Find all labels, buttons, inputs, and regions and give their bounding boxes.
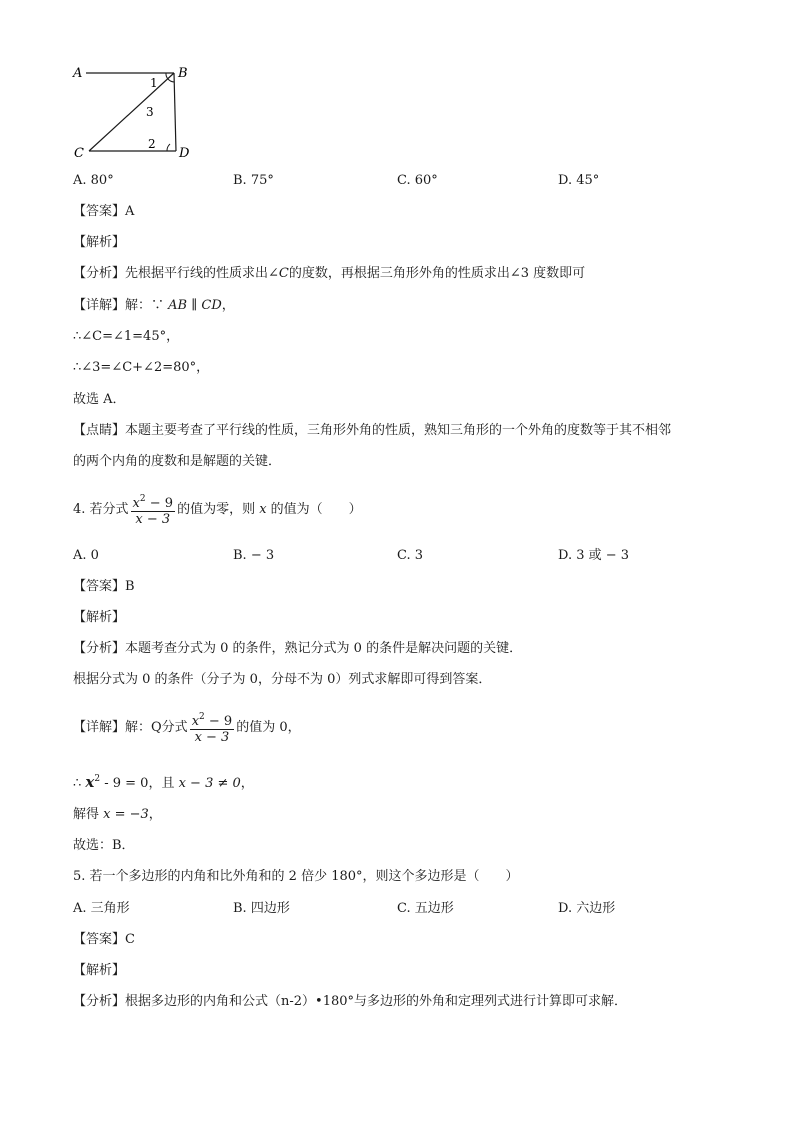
fenxi-var: C	[278, 266, 289, 281]
q3-dianjing	[73, 422, 671, 440]
frac-den: x − 3	[135, 512, 171, 527]
point-label-a: A	[73, 66, 83, 81]
xiangjie-tag: 【详解】	[73, 720, 126, 735]
segment-bc	[89, 73, 174, 151]
answer-tag: 【答案】	[73, 204, 126, 219]
solve-result: x = −3	[103, 807, 149, 822]
q3-step-1: ∴∠C=∠1=45°，	[73, 329, 180, 344]
xiangjie-formula: AB ∥ CD	[168, 298, 222, 313]
q4-stem-text-3: 的值为（ ）	[266, 502, 362, 517]
fenxi-text: 本题考查分式为 0 的条件，熟记分式为 0 的条件是解决问题的关键．	[125, 641, 523, 656]
q3-option-d: D. 45°	[558, 173, 600, 188]
fenxi-tag: 【分析】	[73, 994, 126, 1009]
angle-arc-2	[167, 144, 170, 151]
therefore-symbol: ∴	[73, 776, 86, 791]
point-label-d: D	[179, 146, 190, 161]
q4-option-a: A. 0	[73, 548, 99, 563]
analysis-tag: 【解析】	[73, 610, 126, 625]
q5-option-a: A. 三角形	[73, 901, 130, 916]
q3-fenxi	[73, 265, 585, 283]
angle-arc-1	[166, 73, 168, 79]
angle-label-1: 1	[150, 76, 158, 90]
solve-punct: ，	[148, 807, 162, 822]
step-ineq: x − 3 ≠ 0	[178, 776, 241, 791]
frac-num-base: x	[191, 714, 200, 729]
step-var: x	[85, 773, 95, 791]
step-eq: - 9 = 0	[100, 776, 149, 791]
q4-stem-text-2: 的值为零，则	[177, 502, 260, 517]
xiangjie-punct: ，	[221, 298, 235, 313]
step-punct: ，	[240, 776, 254, 791]
q4-analysis-heading	[73, 609, 125, 627]
q5-stem: 5. 若一个多边形的内角和比外角和的 2 倍少 180°，则这个多边形是（ ）	[73, 869, 519, 884]
fenxi-text: 先根据平行线的性质求出∠	[125, 266, 279, 281]
q3-option-c: C. 60°	[397, 173, 438, 188]
q5-analysis-heading	[73, 962, 125, 980]
q3-answer	[73, 203, 134, 221]
q4-xiangjie-fraction	[190, 710, 235, 745]
q4-stem-var: x	[259, 502, 267, 517]
q4-step-2	[73, 806, 162, 824]
q4-fenxi	[73, 640, 522, 658]
q4-stem	[73, 492, 362, 527]
q5-option-d: D. 六边形	[558, 901, 616, 916]
q4-option-c: C. 3	[397, 548, 424, 563]
point-label-c: C	[74, 146, 84, 161]
xiangjie-text: 解：Q分式	[125, 720, 188, 735]
q3-xiangjie	[73, 297, 235, 315]
geometry-figure	[70, 62, 200, 162]
segment-bd	[174, 73, 176, 151]
fenxi-tag: 【分析】	[73, 266, 126, 281]
angle-arc-3	[168, 79, 174, 82]
xiangjie-text-2: 的值为 0，	[236, 720, 301, 735]
q4-stem-text: 4. 若分式	[73, 502, 129, 517]
q4-option-b: B. − 3	[233, 548, 275, 563]
q4-option-d: D. 3 或 − 3	[558, 548, 630, 563]
answer-value: C	[125, 932, 135, 947]
frac-num-rest: − 9	[145, 496, 174, 511]
q3-choose: 故选 A．	[73, 392, 126, 407]
angle-label-2: 2	[148, 137, 156, 151]
xiangjie-tag: 【详解】	[73, 298, 126, 313]
dianjing-tag: 【点睛】	[73, 423, 126, 438]
answer-tag: 【答案】	[73, 579, 126, 594]
q4-step-1	[73, 770, 254, 793]
analysis-tag: 【解析】	[73, 963, 126, 978]
q4-stem-fraction	[131, 492, 176, 527]
dianjing-text: 本题主要考查了平行线的性质，三角形外角的性质，熟知三角形的一个外角的度数等于其不相邻	[125, 423, 672, 438]
step-and: ，且	[148, 776, 179, 791]
q4-xiangjie	[73, 710, 301, 745]
q5-option-c: C. 五边形	[397, 901, 454, 916]
fenxi-tag: 【分析】	[73, 641, 126, 656]
q5-fenxi	[73, 993, 627, 1011]
answer-tag: 【答案】	[73, 932, 126, 947]
angle-label-3: 3	[146, 105, 154, 119]
q3-option-b: B. 75°	[233, 173, 274, 188]
frac-num-exp: 2	[139, 494, 146, 504]
analysis-tag: 【解析】	[73, 235, 126, 250]
fenxi-text-2: 的度数，再根据三角形外角的性质求出∠3 度数即可	[288, 266, 586, 281]
step-exp: 2	[94, 774, 101, 784]
answer-value: B	[125, 579, 135, 594]
q5-answer	[73, 931, 135, 949]
frac-den: x − 3	[194, 730, 230, 745]
q3-option-a: A. 80°	[73, 173, 114, 188]
q3-analysis-heading	[73, 234, 125, 252]
q5-option-b: B. 四边形	[233, 901, 290, 916]
frac-num-rest: − 9	[204, 714, 233, 729]
fenxi-text: 根据多边形的内角和公式（n-2）•180°与多边形的外角和定理列式进行计算即可求解．	[125, 994, 628, 1009]
q4-choose: 故选：B．	[73, 838, 135, 853]
frac-num-base: x	[132, 496, 140, 511]
q3-dianjing-cont: 的两个内角的度数和是解题的关键．	[73, 454, 282, 469]
q4-answer	[73, 578, 135, 596]
point-label-b: B	[178, 66, 188, 81]
solve-text: 解得	[73, 807, 104, 822]
answer-value: A	[125, 204, 135, 219]
q4-fenxi-cont: 根据分式为 0 的条件（分子为 0，分母不为 0）列式求解即可得到答案．	[73, 672, 492, 687]
xiangjie-text: 解：∵	[125, 298, 169, 313]
frac-num-exp: 2	[199, 712, 205, 722]
q3-step-2: ∴∠3=∠C+∠2=80°，	[73, 360, 210, 375]
